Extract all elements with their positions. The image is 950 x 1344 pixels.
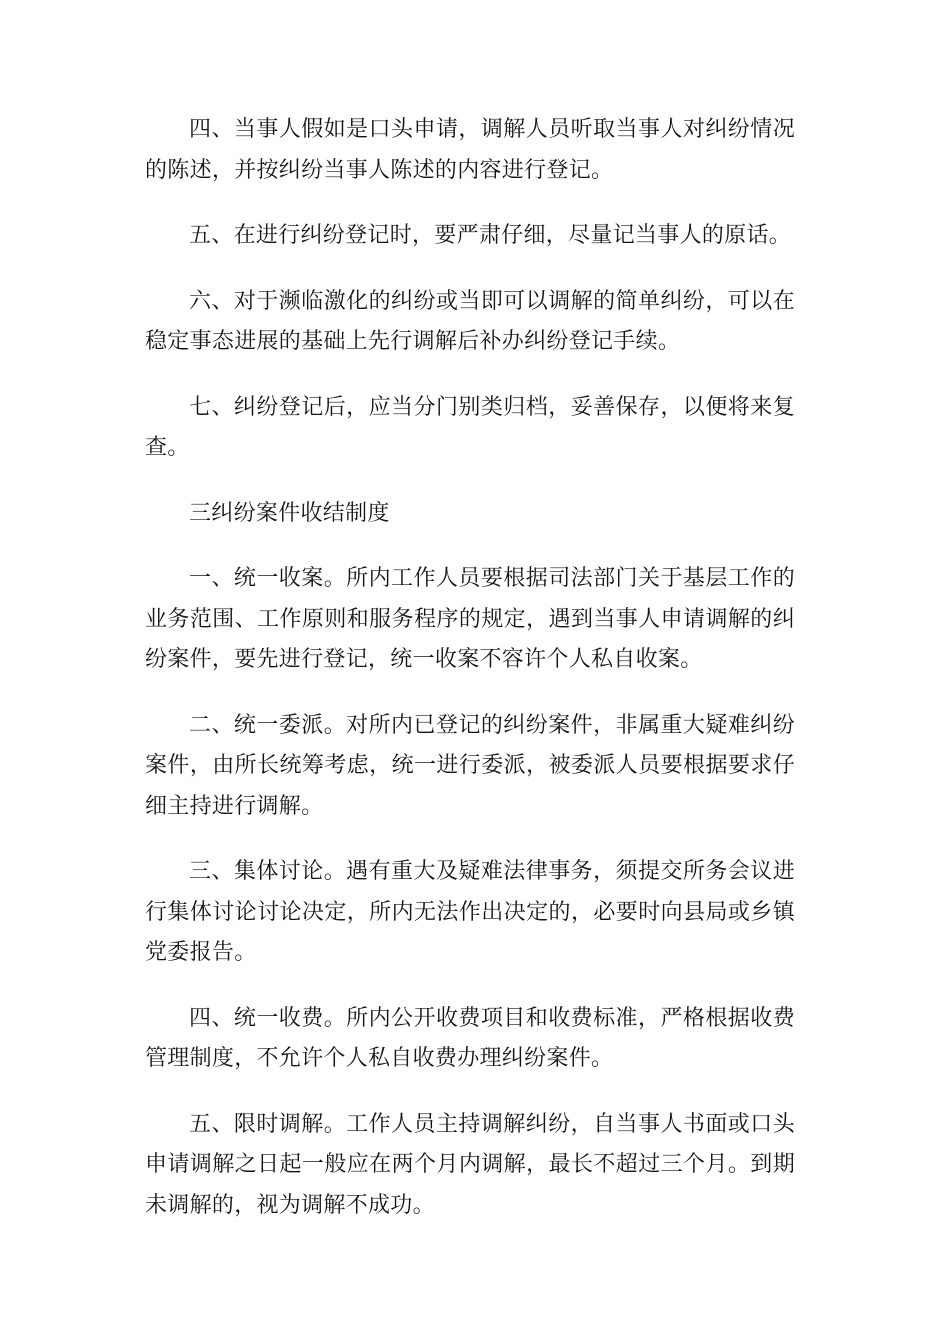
paragraph-gap [145, 974, 795, 999]
paragraph-gap [145, 827, 795, 852]
paragraph-gap [145, 363, 795, 388]
paragraph-gap [145, 1080, 795, 1105]
paragraph-unified-intake: 一、统一收案。所内工作人员要根据司法部门关于基层工作的业务范围、工作原则和服务程序的规定，遇到当事人申请调解的纠纷案件，要先进行登记，统一收案不容许个人私自收案。 [145, 566, 795, 672]
paragraph-registration-urgent: 六、对于濒临激化的纠纷或当即可以调解的简单纠纷，可以在稳定事态进展的基础上先行调解后补办纠纷登记手续。 [145, 288, 795, 354]
section-heading-case-closing: 三纠纷案件收结制度 [189, 500, 390, 526]
paragraph-gap [145, 191, 795, 216]
paragraph-registration-oral: 四、当事人假如是口头申请，调解人员听取当事人对纠纷情况的陈述，并按纠纷当事人陈述的内容进行登记。 [145, 117, 795, 183]
paragraph-collective-discussion: 三、集体讨论。遇有重大及疑难法律事务，须提交所务会议进行集体讨论讨论决定，所内无法作出决定的，必要时向县局或乡镇党委报告。 [145, 859, 795, 965]
paragraph-gap [145, 469, 795, 494]
paragraph-unified-fees: 四、统一收费。所内公开收费项目和收费标准，严格根据收费管理制度，不允许个人私自收费办理纠纷案件。 [145, 1005, 795, 1071]
document-body [145, 110, 795, 1226]
paragraph-registration-careful: 五、在进行纠纷登记时，要严肃仔细，尽量记当事人的原话。 [189, 223, 792, 248]
paragraph-gap [145, 534, 795, 559]
paragraph-unified-assignment: 二、统一委派。对所内已登记的纠纷案件，非属重大疑难纠纷案件，由所长统筹考虑，统一进行委派，被委派人员要根据要求仔细主持进行调解。 [145, 712, 795, 819]
paragraph-gap [145, 681, 795, 706]
paragraph-time-limited-mediation: 五、限时调解。工作人员主持调解纠纷，自当事人书面或口头申请调解之日起一般应在两个月内调解，最长不超过三个月。到期未调解的，视为调解不成功。 [145, 1111, 795, 1218]
paragraph-gap [145, 257, 795, 282]
paragraph-registration-archive: 七、纠纷登记后，应当分门别类归档，妥善保存，以便将来复查。 [145, 394, 795, 460]
